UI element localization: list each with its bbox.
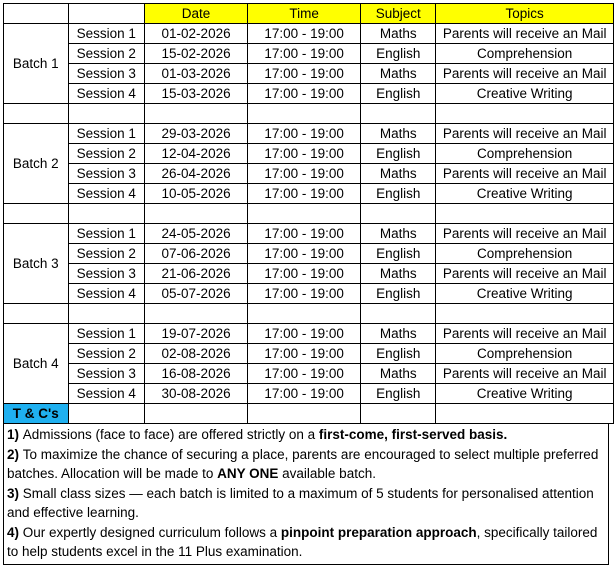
term-bold-text: 4): [7, 524, 23, 540]
subject-cell: English: [361, 44, 436, 64]
term-item: [7, 523, 605, 562]
date-cell: 19-07-2026: [145, 324, 248, 344]
session-cell: Session 2: [68, 44, 145, 64]
time-cell: 17:00 - 19:00: [248, 184, 361, 204]
batch-label: Batch 4: [4, 324, 69, 404]
blank-cell: [248, 404, 361, 424]
session-cell: Session 1: [68, 24, 145, 44]
date-cell: 01-03-2026: [145, 64, 248, 84]
session-cell: Session 1: [68, 324, 145, 344]
table-row: [4, 84, 614, 104]
blank-cell: [68, 404, 145, 424]
terms-section: [3, 423, 609, 565]
table-row: [4, 224, 614, 244]
topic-cell: Parents will receive an Mail: [436, 324, 614, 344]
spacer-row: [4, 204, 614, 224]
table-row: [4, 184, 614, 204]
blank-cell: [145, 204, 248, 224]
session-cell: Session 4: [68, 84, 145, 104]
subject-cell: Maths: [361, 24, 436, 44]
blank-cell: [361, 404, 436, 424]
topic-cell: Creative Writing: [436, 384, 614, 404]
blank-cell: [436, 404, 614, 424]
date-cell: 07-06-2026: [145, 244, 248, 264]
term-item: [7, 425, 605, 445]
blank-cell: [145, 104, 248, 124]
term-bold-text: 1): [7, 427, 23, 442]
table-row: [4, 164, 614, 184]
subject-cell: Maths: [361, 164, 436, 184]
time-cell: 17:00 - 19:00: [248, 144, 361, 164]
session-cell: Session 4: [68, 184, 145, 204]
subject-cell: English: [361, 344, 436, 364]
time-cell: 17:00 - 19:00: [248, 84, 361, 104]
tc-label: T & C's: [4, 404, 69, 424]
header-subject: Subject: [361, 4, 436, 24]
table-row: [4, 44, 614, 64]
subject-cell: Maths: [361, 264, 436, 284]
date-cell: 02-08-2026: [145, 344, 248, 364]
subject-cell: Maths: [361, 64, 436, 84]
header-blank-cell: [4, 4, 69, 24]
time-cell: 17:00 - 19:00: [248, 364, 361, 384]
time-cell: 17:00 - 19:00: [248, 284, 361, 304]
table-row: [4, 144, 614, 164]
time-cell: 17:00 - 19:00: [248, 44, 361, 64]
time-cell: 17:00 - 19:00: [248, 384, 361, 404]
term-text: Our expertly designed curriculum follows a: [22, 524, 281, 540]
session-cell: Session 3: [68, 264, 145, 284]
session-cell: Session 3: [68, 364, 145, 384]
topic-cell: Parents will receive an Mail: [436, 24, 614, 44]
date-cell: 01-02-2026: [145, 24, 248, 44]
topic-cell: Parents will receive an Mail: [436, 364, 614, 384]
date-cell: 15-02-2026: [145, 44, 248, 64]
subject-cell: English: [361, 144, 436, 164]
date-cell: 15-03-2026: [145, 84, 248, 104]
date-cell: 21-06-2026: [145, 264, 248, 284]
date-cell: 24-05-2026: [145, 224, 248, 244]
header-row: [4, 4, 614, 24]
date-cell: 16-08-2026: [145, 364, 248, 384]
subject-cell: English: [361, 184, 436, 204]
blank-cell: [436, 204, 614, 224]
date-cell: 10-05-2026: [145, 184, 248, 204]
time-cell: 17:00 - 19:00: [248, 244, 361, 264]
table-row: [4, 244, 614, 264]
date-cell: 26-04-2026: [145, 164, 248, 184]
header-time: Time: [248, 4, 361, 24]
blank-cell: [248, 304, 361, 324]
table-row: [4, 64, 614, 84]
blank-cell: [145, 404, 248, 424]
topic-cell: Parents will receive an Mail: [436, 64, 614, 84]
term-bold-text: 3): [7, 485, 23, 501]
table-row: [4, 124, 614, 144]
table-row: [4, 344, 614, 364]
topic-cell: Comprehension: [436, 344, 614, 364]
time-cell: 17:00 - 19:00: [248, 324, 361, 344]
blank-cell: [68, 304, 145, 324]
topic-cell: Comprehension: [436, 44, 614, 64]
session-cell: Session 1: [68, 224, 145, 244]
session-cell: Session 1: [68, 124, 145, 144]
time-cell: 17:00 - 19:00: [248, 224, 361, 244]
blank-cell: [361, 304, 436, 324]
topic-cell: Creative Writing: [436, 184, 614, 204]
table-row: [4, 284, 614, 304]
blank-cell: [4, 104, 69, 124]
blank-cell: [361, 104, 436, 124]
topic-cell: Comprehension: [436, 244, 614, 264]
date-cell: 05-07-2026: [145, 284, 248, 304]
blank-cell: [361, 204, 436, 224]
term-text: Admissions (face to face) are offered strictly on a: [22, 427, 319, 442]
header-blank-cell: [68, 4, 145, 24]
term-item: [7, 445, 605, 484]
term-text: , specifically tailored to help students excel in the 11 Plus examination.: [7, 524, 598, 559]
term-bold-text: ANY ONE: [217, 466, 279, 481]
subject-cell: English: [361, 284, 436, 304]
table-row: [4, 384, 614, 404]
topic-cell: Parents will receive an Mail: [436, 124, 614, 144]
batch-label: Batch 1: [4, 24, 69, 104]
table-row: [4, 24, 614, 44]
header-date: Date: [145, 4, 248, 24]
subject-cell: Maths: [361, 364, 436, 384]
date-cell: 12-04-2026: [145, 144, 248, 164]
session-cell: Session 4: [68, 284, 145, 304]
topic-cell: Parents will receive an Mail: [436, 224, 614, 244]
term-text: available batch.: [278, 466, 376, 481]
session-cell: Session 3: [68, 64, 145, 84]
time-cell: 17:00 - 19:00: [248, 164, 361, 184]
blank-cell: [68, 204, 145, 224]
time-cell: 17:00 - 19:00: [248, 264, 361, 284]
term-text: To maximize the chance of securing a place, parents are encouraged to select multiple preferred batches. Allocation will be made to: [7, 446, 599, 481]
time-cell: 17:00 - 19:00: [248, 344, 361, 364]
subject-cell: English: [361, 84, 436, 104]
blank-cell: [4, 204, 69, 224]
blank-cell: [248, 204, 361, 224]
session-cell: Session 2: [68, 244, 145, 264]
table-row: [4, 264, 614, 284]
session-cell: Session 3: [68, 164, 145, 184]
topic-cell: Parents will receive an Mail: [436, 164, 614, 184]
term-bold-text: 2): [7, 446, 23, 462]
batch-label: Batch 2: [4, 124, 69, 204]
term-text: Small class sizes — each batch is limited to a maximum of 5 students for personalised attention and effective learning.: [7, 485, 594, 520]
table-row: [4, 364, 614, 384]
blank-cell: [436, 104, 614, 124]
topic-cell: Comprehension: [436, 144, 614, 164]
session-cell: Session 2: [68, 344, 145, 364]
date-cell: 30-08-2026: [145, 384, 248, 404]
term-item: [7, 484, 605, 523]
term-bold-text: pinpoint preparation approach: [280, 524, 477, 540]
topic-cell: Creative Writing: [436, 284, 614, 304]
spacer-row: [4, 304, 614, 324]
spacer-row: [4, 104, 614, 124]
blank-cell: [436, 304, 614, 324]
topic-cell: Parents will receive an Mail: [436, 264, 614, 284]
blank-cell: [4, 304, 69, 324]
time-cell: 17:00 - 19:00: [248, 124, 361, 144]
header-topics: Topics: [436, 4, 614, 24]
tc-row: [4, 404, 614, 424]
session-cell: Session 2: [68, 144, 145, 164]
time-cell: 17:00 - 19:00: [248, 24, 361, 44]
schedule-table: [3, 3, 614, 424]
subject-cell: Maths: [361, 224, 436, 244]
topic-cell: Creative Writing: [436, 84, 614, 104]
batch-label: Batch 3: [4, 224, 69, 304]
subject-cell: Maths: [361, 324, 436, 344]
term-bold-text: first-come, first-served basis.: [318, 427, 508, 442]
blank-cell: [248, 104, 361, 124]
session-cell: Session 4: [68, 384, 145, 404]
table-row: [4, 324, 614, 344]
blank-cell: [68, 104, 145, 124]
date-cell: 29-03-2026: [145, 124, 248, 144]
time-cell: 17:00 - 19:00: [248, 64, 361, 84]
subject-cell: Maths: [361, 124, 436, 144]
subject-cell: English: [361, 384, 436, 404]
subject-cell: English: [361, 244, 436, 264]
blank-cell: [145, 304, 248, 324]
